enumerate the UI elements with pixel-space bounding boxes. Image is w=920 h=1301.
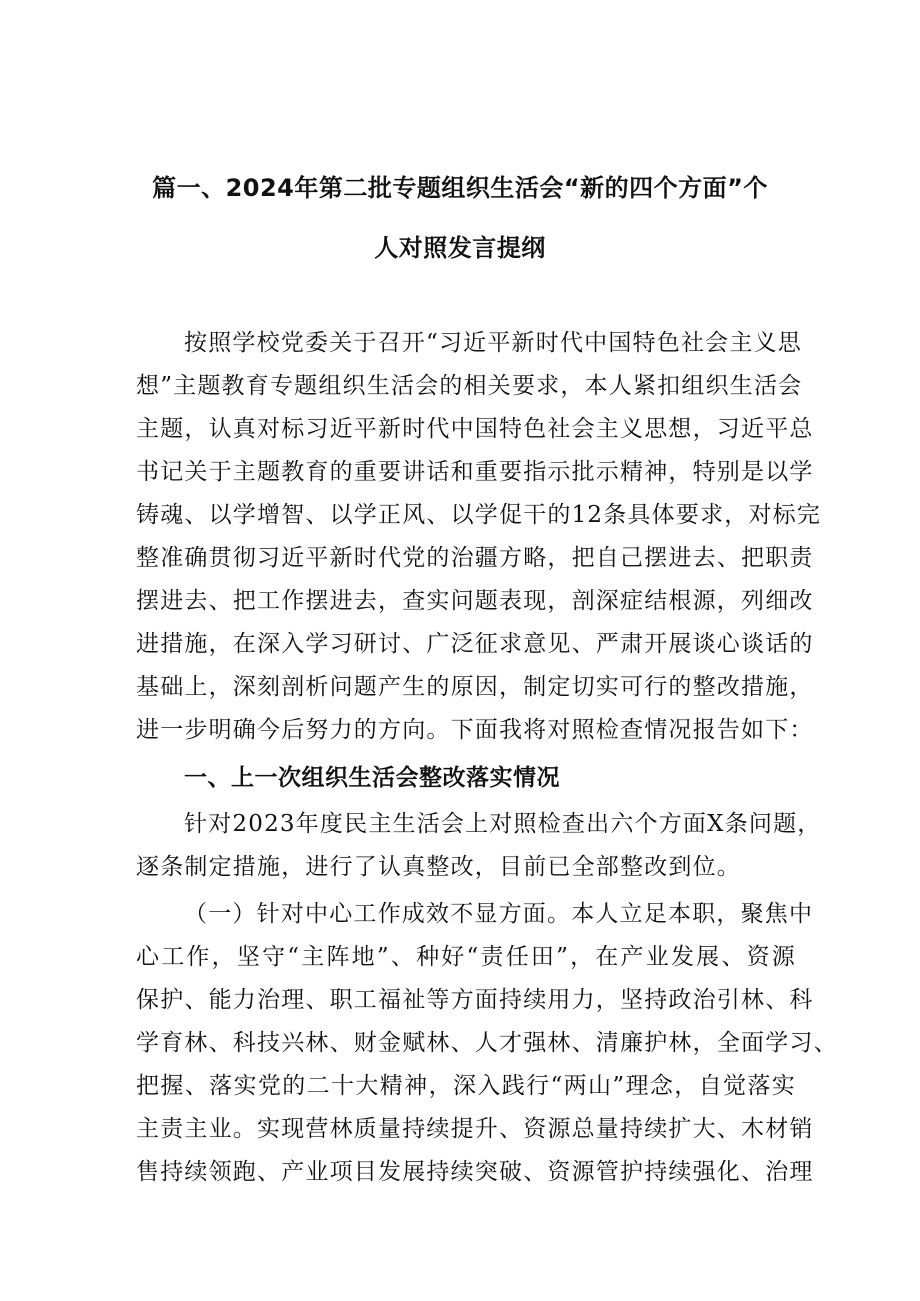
paragraph-intro-line: 主题，认真对标习近平新时代中国特色社会主义思想，习近平总 [136, 416, 814, 442]
paragraph-intro-line: 整准确贯彻习近平新时代党的治疆方略，把自己摆进去、把职责 [136, 545, 814, 571]
paragraph-line: 学育林、科技兴林、财金赋林、人才强林、清廉护林，全面学习、 [136, 1030, 838, 1056]
paragraph-line: 保护、能力治理、职工福祉等方面持续用力，坚持政治引林、科 [136, 987, 814, 1013]
document-title-line-2: 人对照发言提纲 [374, 234, 546, 262]
paragraph-line: 针对2023年度民主生活会上对照检查出六个方面X条问题， [184, 811, 822, 837]
paragraph-intro-line: 进措施，在深入学习研讨、广泛征求意见、严肃开展谈心谈话的 [136, 631, 814, 657]
paragraph-line: 把握、落实党的二十大精神，深入践行“两山”理念，自觉落实 [136, 1073, 796, 1099]
paragraph-line: 逐条制定措施，进行了认真整改，目前已全部整改到位。 [136, 854, 741, 880]
paragraph-line: 心工作，坚守“主阵地”、种好“责任田”，在产业发展、资源 [136, 944, 796, 970]
paragraph-intro-line: 铸魂、以学增智、以学正风、以学促干的12条具体要求，对标完 [136, 502, 822, 528]
paragraph-intro-line: 书记关于主题教育的重要讲话和重要指示批示精神，特别是以学 [136, 459, 814, 485]
paragraph-intro-line: 进一步明确今后努力的方向。下面我将对照检查情况报告如下： [136, 717, 814, 743]
paragraph-line: 主责主业。实现营林质量持续提升、资源总量持续扩大、木材销 [136, 1116, 814, 1142]
paragraph-intro-line: 基础上，深刻剖析问题产生的原因，制定切实可行的整改措施， [136, 674, 814, 700]
paragraph-intro-line: 按照学校党委关于召开“习近平新时代中国特色社会主义思 [184, 330, 802, 356]
paragraph-line: 售持续领跑、产业项目发展持续突破、资源管护持续强化、治理 [136, 1159, 814, 1185]
paragraph-line: （一）针对中心工作成效不显方面。本人立足本职，聚焦中 [184, 901, 814, 927]
paragraph-intro-line: 想”主题教育专题组织生活会的相关要求，本人紧扣组织生活会 [136, 373, 803, 399]
paragraph-intro-line: 摆进去、把工作摆进去，查实问题表现，剖深症结根源，列细改 [136, 588, 814, 614]
section-heading: 一、上一次组织生活会整改落实情况 [184, 765, 560, 791]
document-title-line-1: 篇一、2024年第二批专题组织生活会“新的四个方面”个 [152, 174, 768, 202]
